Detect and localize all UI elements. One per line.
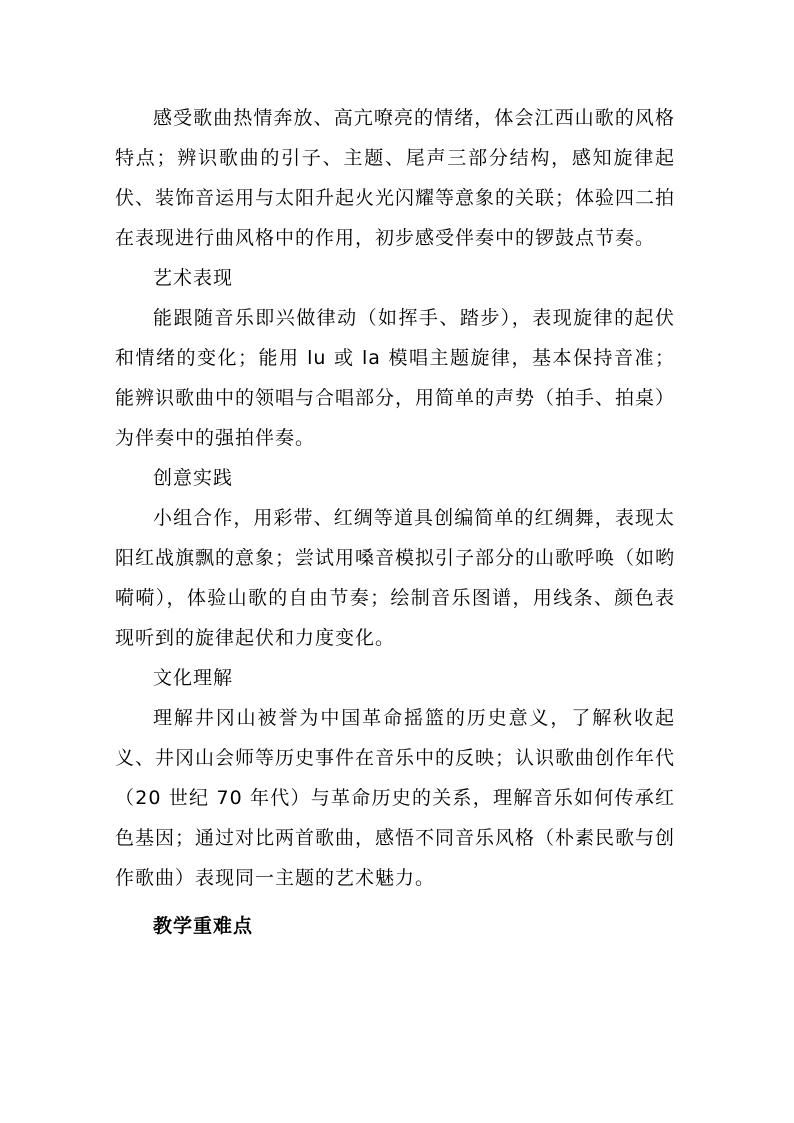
section-heading-cultural-understanding: 文化理解 bbox=[153, 667, 234, 689]
section-heading-art-expression: 艺术表现 bbox=[153, 267, 234, 289]
section-body-cultural-understanding: 理解井冈山被誉为中国革命摇篮的历史意义，了解秋收起义、井冈山会师等历史事件在音乐中的反映；认识歌曲创作年代（20 世纪 70 年代）与革命历史的关系，理解音乐如何传承红色基因；通过对比两首歌曲，感悟不同音乐风格（朴素民歌与创作歌曲）表现同一主题的艺术魅力。 bbox=[115, 707, 676, 889]
section-heading-creative-practice: 创意实践 bbox=[153, 467, 234, 489]
teaching-key-points-heading: 教学重难点 bbox=[153, 915, 254, 937]
section-body-creative-practice: 小组合作，用彩带、红绸等道具创编简单的红绸舞，表现太阳红战旗飘的意象；尝试用嗓音模拟引子部分的山歌呼唤（如哟嗬嗬），体验山歌的自由节奏；绘制音乐图谱，用线条、颜色表现听到的旋律起伏和力度变化。 bbox=[115, 507, 676, 649]
section-body-art-expression: 能跟随音乐即兴做律动（如挥手、踏步），表现旋律的起伏和情绪的变化；能用 lu 或 la 模唱主题旋律，基本保持音准；能辨识歌曲中的领唱与合唱部分，用简单的声势（拍手、拍桌）为伴奏中的强拍伴奏。 bbox=[115, 307, 676, 449]
intro-paragraph: 感受歌曲热情奔放、高亢嘹亮的情绪，体会江西山歌的风格特点；辨识歌曲的引子、主题、尾声三部分结构，感知旋律起伏、装饰音运用与太阳升起火光闪耀等意象的关联；体验四二拍在表现进行曲风格中的作用，初步感受伴奏中的锣鼓点节奏。 bbox=[115, 107, 676, 249]
document-body bbox=[115, 98, 675, 946]
